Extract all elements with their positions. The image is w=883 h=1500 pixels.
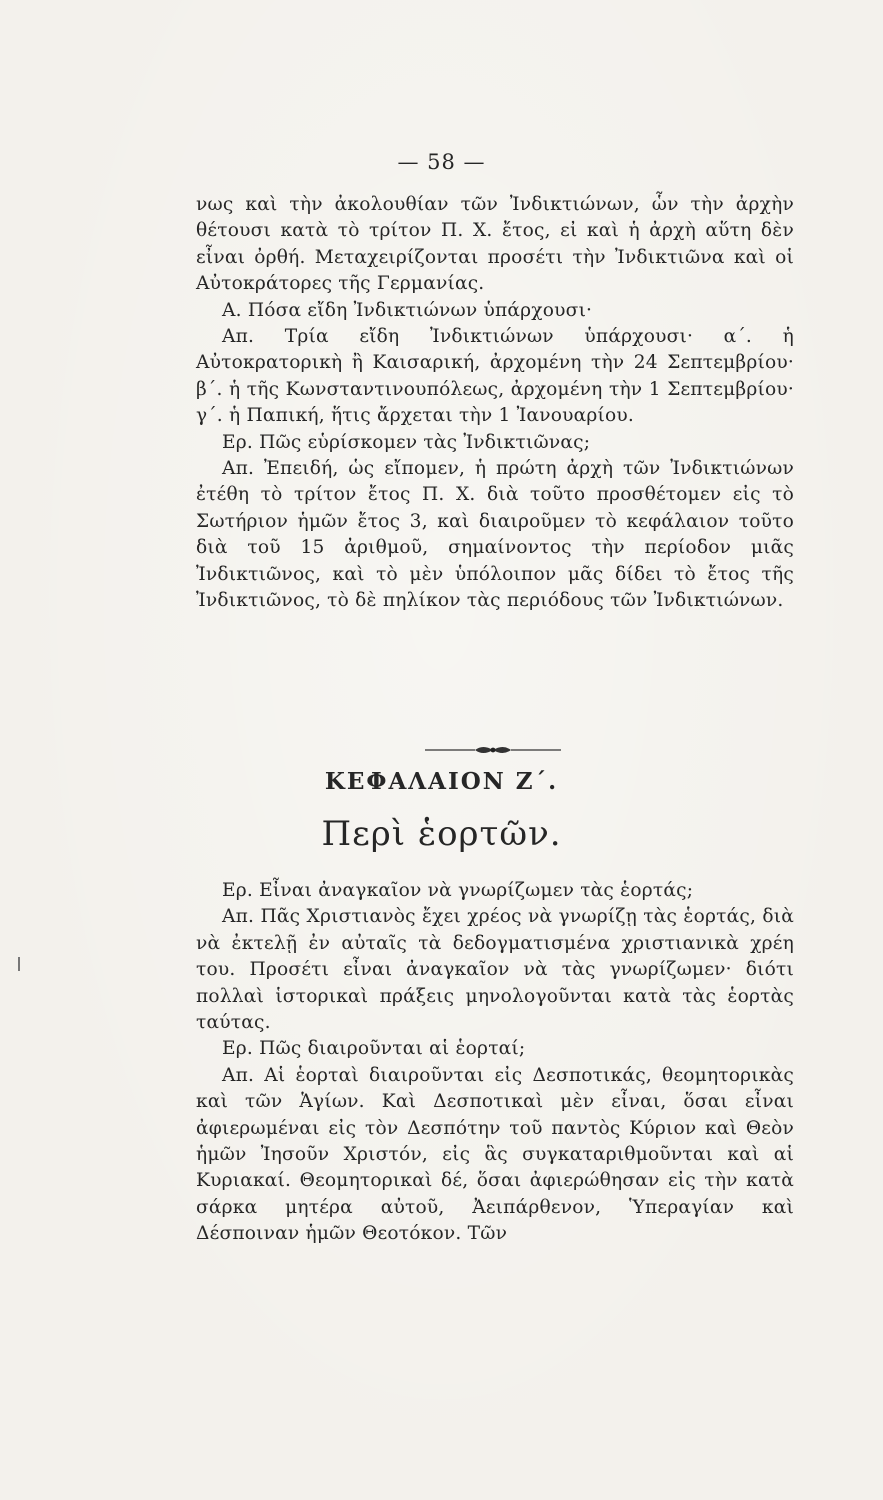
text-block-indictions: [196, 192, 794, 615]
margin-mark: [18, 957, 20, 971]
paragraph: Α. Πόσα εἴδη Ἰνδικτιώνων ὑπάρχουσι·: [222, 299, 593, 321]
paragraph: Απ. Τρία εἴδη Ἰνδικτιώνων ὑπάρχουσι· α΄. ἡ Αὐτοκρατορικὴ ἢ Καισαρική, ἀρχομένη τὴν 24 Σεπτεμβρίου· β΄. ἡ τῆς Κωνσταντινουπόλεως, ἀρχομένη τὴν 1 Σεπτεμβρίου· γ΄. ἡ Παπική, ἥτις ἄρχεται τὴν 1 Ἰανουαρίου.: [196, 326, 794, 427]
chapter-heading: ΚΕΦΑΛΑΙΟΝ Ζ΄.: [324, 768, 559, 795]
paragraph: Απ. Αἱ ἑορταὶ διαιροῦνται εἰς Δεσποτικάς, θεομητορικὰς καὶ τῶν Ἁγίων. Καὶ Δεσποτικαὶ μὲν εἶναι, ὅσαι εἶναι ἀφιερωμέναι εἰς τὸν Δεσπότην τοῦ παντὸς Κύριον καὶ Θεὸν ἡμῶν Ἰησοῦν Χριστόν, εἰς ἃς συγκαταριθμοῦνται καὶ αἱ Κυριακαί. Θεομητορικαὶ δέ, ὅσαι ἀφιερώθησαν εἰς τὴν κατὰ σάρκα μητέρα αὐτοῦ, Ἀειπάρθενον, Ὑπεραγίαν καὶ Δέσποιναν ἡμῶν Θεοτόκον. Τῶν: [196, 1064, 794, 1245]
paragraph: Ερ. Εἶναι ἀναγκαῖον νὰ γνωρίζωμεν τὰς ἑορτάς;: [222, 880, 694, 901]
paragraph: Απ. Ἐπειδή, ὡς εἴπομεν, ἡ πρώτη ἀρχὴ τῶν Ἰνδικτιώνων ἐτέθη τὸ τρίτον ἔτος Π. Χ. διὰ τοῦτο προσθέτομεν εἰς τὸ Σωτήριον ἡμῶν ἔτος 3, καὶ διαιροῦμεν τὸ κεφάλαιον τοῦτο διὰ τοῦ 15 ἀριθμοῦ, σημαίνοντος τὴν περίοδον μιᾶς Ἰνδικτιῶνος, καὶ τὸ μὲν ὑπόλοιπον μᾶς δίδει τὸ ἔτος τῆς Ἰνδικτιῶνος, τὸ δὲ πηλίκον τὰς περιόδους τῶν Ἰνδικτιώνων.: [196, 458, 794, 612]
text-block-feasts: [196, 878, 794, 1248]
ornament-divider: [423, 744, 563, 756]
paragraph: Απ. Πᾶς Χριστιανὸς ἔχει χρέος νὰ γνωρίζῃ τὰς ἑορτάς, διὰ νὰ ἐκτελῇ ἐν αὐταῖς τὰ δεδογματισμένα χριστιανικὰ χρέη του. Προσέτι εἶναι ἀναγκαῖον νὰ τὰς γνωρίζωμεν· διότι πολλαὶ ἱστορικαὶ πράξεις μηνολογοῦνται κατὰ τὰς ἑορτὰς ταύτας.: [196, 906, 794, 1034]
paragraph: Ερ. Πῶς εὑρίσκομεν τὰς Ἰνδικτιῶνας;: [222, 431, 591, 453]
paragraph: Ερ. Πῶς διαιροῦνται αἱ ἑορταί;: [222, 1038, 526, 1060]
chapter-title: Περὶ ἑορτῶν.: [321, 814, 562, 854]
paragraph: νως καὶ τὴν ἀκολουθίαν τῶν Ἰνδικτιώνων, ὧν τὴν ἀρχὴν θέτουσι κατὰ τὸ τρίτον Π. Χ. ἔτος, εἰ καὶ ἡ ἀρχὴ αὕτη δὲν εἶναι ὀρθή. Μεταχειρίζονται προσέτι τὴν Ἰνδικτιῶνα καὶ οἱ Αὐτοκράτορες τῆς Γερμανίας.: [196, 194, 794, 295]
page-number: — 58 —: [397, 150, 486, 174]
